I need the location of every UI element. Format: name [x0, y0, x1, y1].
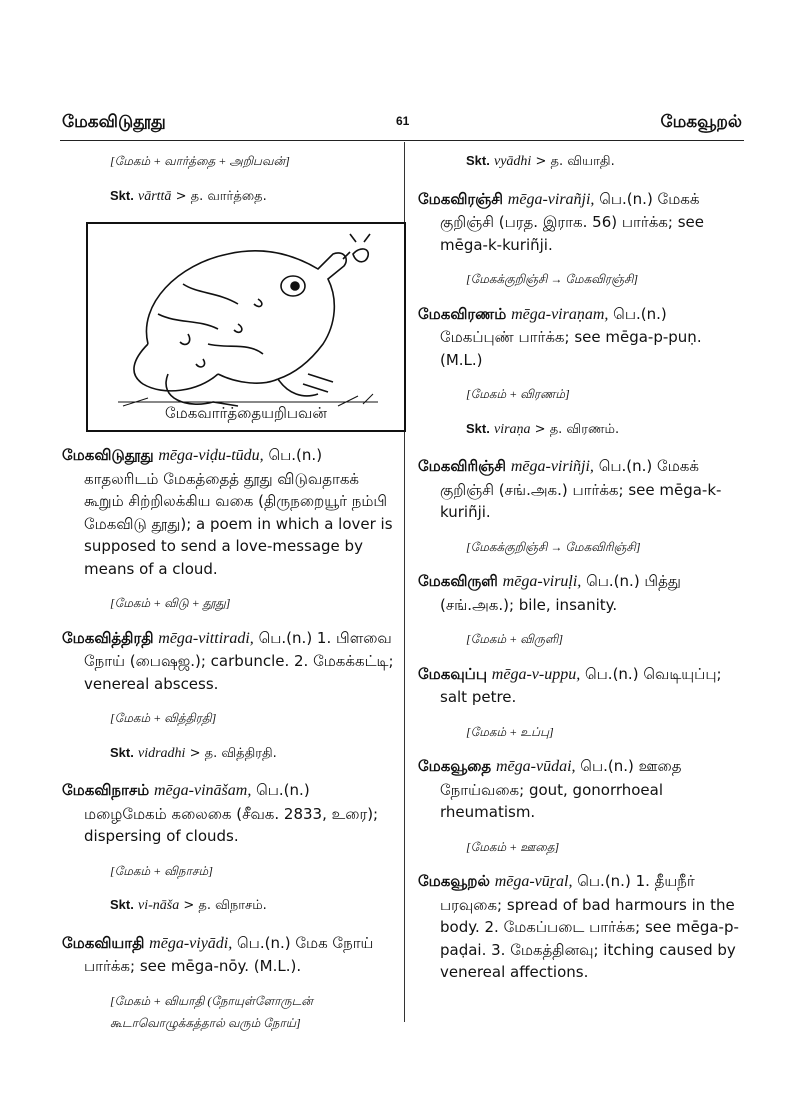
- transliteration: mēga-viḍu-tūdu,: [158, 447, 264, 464]
- headword: மேகவிரிஞ்சி: [418, 457, 507, 475]
- etymology: [மேகம் + விநாசம்]: [110, 863, 213, 878]
- dictionary-entry: [418, 663, 744, 709]
- dictionary-entry: [418, 755, 744, 824]
- dictionary-entry: [62, 627, 394, 696]
- definition: பெ.(n.) காதலரிடம் மேகத்தைத் தூது விடுவதாகக் கூறும் சிற்றிலக்கிய வகை (திருநறையூர் நம்பி மேகவிடு தூது); a poem in which a lover is supposed to send a love-message by means of a cloud.: [84, 446, 393, 578]
- transliteration: mēga-viraṇam,: [511, 305, 609, 323]
- definition: பெ.(n.) 1. தீயநீர் பரவுகை; spread of bad harmours in the body. 2. மேகப்படை பார்க்க; see mēga-p-paḍai. 3. மேகத்தினவு; itching caused by venereal affections.: [440, 872, 739, 981]
- dictionary-entry: [418, 303, 744, 372]
- dictionary-entry: [62, 444, 394, 580]
- definition: பெ.(n.) மேகக் குறிஞ்சி (பரத. இராக. 56) பார்க்க; see mēga-k-kuriñji.: [440, 189, 704, 254]
- transliteration: mēga-viriñji,: [510, 458, 594, 475]
- headword: மேகவிநாசம்: [62, 781, 150, 799]
- transliteration: mēga-viruḷi,: [502, 573, 582, 590]
- headword: மேகவூறல்: [418, 872, 490, 890]
- transliteration: mēga-viyādi,: [149, 934, 233, 952]
- etymology: [மேகக்குறிஞ்சி → மேகவிரிஞ்சி]: [466, 539, 641, 554]
- transliteration: mēga-vūdai,: [495, 758, 576, 775]
- etymology: [மேகம் + ஊதை]: [466, 839, 560, 854]
- dictionary-entry: [418, 188, 744, 257]
- headword: மேகவிரஞ்சி: [418, 189, 503, 208]
- transliteration: mēga-virañji,: [507, 190, 595, 208]
- sanskrit-origin: Skt. vyādhi > த. வியாதி.: [466, 153, 615, 169]
- transliteration: mēga-v-uppu,: [491, 665, 581, 683]
- dictionary-entry: [418, 570, 744, 616]
- definition: பெ.(n.) மேக நோய் பார்க்க; see mēga-nōy. (M.L.).: [84, 933, 374, 975]
- headword: மேகவியாதி: [62, 933, 145, 952]
- etymology: [மேகம் + விடு + தூது]: [110, 596, 231, 610]
- definition: பெ.(n.) பித்து (சங்.அக.); bile, insanity.: [440, 572, 681, 614]
- running-head-left: மேகவிடுதூது: [62, 112, 166, 132]
- definition: பெ.(n.) மழைமேகம் கலைகை (சீவக. 2833, உரை); dispersing of clouds.: [84, 781, 379, 845]
- page-number: 61: [396, 114, 410, 128]
- sanskrit-origin: Skt. vidradhi > த. வித்திரதி.: [110, 744, 277, 761]
- headword: மேகவிடுதூது: [62, 446, 154, 464]
- headword: மேகவித்திரதி: [62, 628, 154, 647]
- definition: பெ.(n.) மேகப்புண் பார்க்க; see mēga-p-puṇ. (M.L.): [440, 304, 702, 369]
- etymology: [மேகக்குறிஞ்சி → மேகவிரஞ்சி]: [466, 272, 639, 286]
- running-head-right: மேகவூறல்: [660, 112, 742, 132]
- left-column: [62, 150, 394, 1047]
- headword: மேகவிரணம்: [418, 304, 507, 323]
- etymology: [மேகம் + வார்த்தை + அறிபவன்]: [110, 154, 290, 168]
- etymology: [மேகம் + உப்பு]: [466, 724, 554, 739]
- etymology: [மேகம் + விருளி]: [466, 632, 563, 646]
- etymology: [மேகம் + விரணம்]: [466, 387, 570, 401]
- dictionary-entry: [62, 779, 394, 848]
- dictionary-entry: [62, 932, 394, 978]
- transliteration: mēga-vināšam,: [154, 782, 252, 799]
- sanskrit-origin: Skt. vārttā > த. வார்த்தை.: [110, 187, 267, 204]
- right-column: [418, 150, 744, 996]
- definition: பெ.(n.) வெடியுப்பு; salt petre.: [440, 664, 722, 706]
- header-rule: [60, 140, 744, 141]
- headword: மேகவூதை: [418, 757, 492, 775]
- definition: பெ.(n.) மேகக் குறிஞ்சி (சங்.அக.) பார்க்க; see mēga-k-kuriñji.: [440, 457, 722, 521]
- transliteration: mēga-vūṟal,: [494, 873, 573, 890]
- frog-illustration: [86, 222, 406, 432]
- transliteration: mēga-vittiradi,: [158, 629, 254, 647]
- dictionary-entry: [418, 870, 744, 984]
- dictionary-entry: [418, 455, 744, 524]
- definition: பெ.(n.) ஊதை நோய்வகை; gout, gonorrhoeal rheumatism.: [440, 757, 682, 821]
- headword: மேகவுப்பு: [418, 664, 487, 683]
- headword: மேகவிருளி: [418, 572, 498, 590]
- figure-caption: மேகவார்த்தையறிபவன்: [165, 403, 327, 422]
- sanskrit-origin: Skt. viraṇa > த. விரணம்.: [466, 420, 620, 437]
- definition: பெ.(n.) 1. பிளவை நோய் (பைஷஜ.); carbuncle. 2. மேகக்கட்டி; venereal abscess.: [84, 628, 394, 693]
- etymology: [மேகம் + வியாதி (நோயுள்ளோருடன் கூடாவொழுக்கத்தால் வரும் நோய்]: [110, 993, 313, 1030]
- etymology: [மேகம் + வித்திரதி]: [110, 711, 217, 725]
- frog-drawing: [88, 224, 404, 430]
- sanskrit-origin: Skt. vi-nāša > த. விநாசம்.: [110, 897, 267, 913]
